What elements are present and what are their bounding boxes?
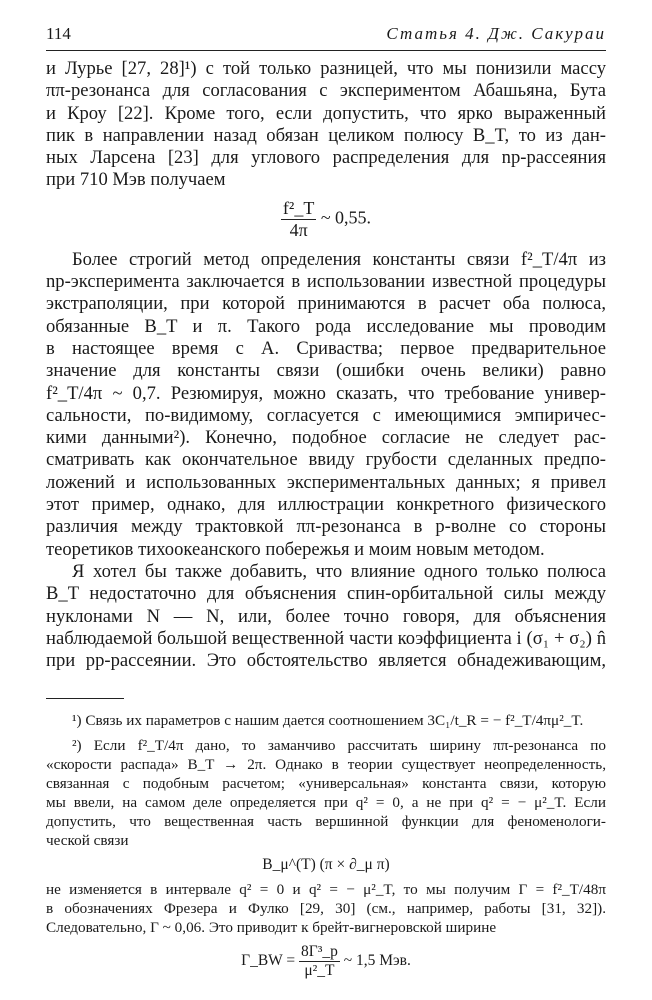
- text-line: f²_T/4π ~ 0,7. Резюмируя, можно сказать, что требование универ-: [46, 382, 606, 404]
- formula-rest: ~ 1,5 Мэв.: [343, 952, 411, 970]
- page-number: 114: [46, 24, 71, 43]
- footnote-line: «скорости распада» B_T → 2π. Однако в теории существует неопределенность,: [46, 756, 606, 774]
- footnote-line: не изменяется в интервале q² = 0 и q² = − μ²_T, то мы получим Γ = f²_T/48π: [46, 881, 606, 899]
- text-line: значение для константы связи (ошибки очень велики) равно: [46, 360, 606, 382]
- text-line: в настоящее время с А. Сриваства; первое предварительное: [46, 337, 606, 359]
- text-line: сальности, по-видимому, согласуется с имеющимися эмпиричес-: [46, 404, 606, 426]
- text-line: экстраполяции, при которой принимаются в расчет оба полюса,: [46, 293, 606, 315]
- text-line: и Лурье [27, 28]¹) с той только разницей, что мы понизили массу: [46, 58, 606, 79]
- fraction: [281, 198, 316, 241]
- fraction-denominator: μ²_T: [304, 962, 335, 980]
- text-line: пик в направлении назад обязан целиком полюсу B_T, то из дан-: [46, 124, 606, 146]
- paragraph-3: [46, 561, 606, 672]
- fraction-denominator: 4π: [289, 219, 308, 240]
- fraction-numerator: 8Γ³_p: [301, 943, 338, 961]
- text-line: Я хотел бы также добавить, что влияние одного только полюса: [72, 560, 606, 582]
- text-line: этот пример, однако, для иллюстрации конкретного физического: [46, 494, 606, 516]
- running-head: Статья 4. Дж. Сакураи: [386, 24, 606, 43]
- paragraph-2: [46, 249, 606, 561]
- formula-rest: ~ 0,55.: [320, 207, 372, 228]
- text-line: и Кроу [22]. Кроме того, если допустить, что ярко выраженный: [46, 102, 606, 124]
- formula-width: [46, 943, 606, 980]
- footnote-line: допустить, что вещественная часть вершинной функции для феноменологи-: [46, 813, 606, 831]
- text-line: ложений и использованных экспериментальных данных; я привел: [46, 471, 606, 493]
- footnote-line: ²) Если f²_T/4π дано, то заманчиво рассчитать ширину ππ-резонанса по: [72, 737, 606, 755]
- footnote-1: ¹) Связь их параметров с нашим дается соотношением 3C₁/t_R = − f²_T/4πμ²_T.: [72, 712, 584, 730]
- formula-lhs: Γ_BW =: [241, 952, 296, 970]
- fraction-numerator: f²_T: [282, 197, 315, 218]
- text-line: при pp-рассеянии. Это обстоятельство является обнадеживающим,: [46, 650, 606, 672]
- footnote-line: ческой связи: [46, 832, 129, 850]
- text-line: ππ-резонанса для согласования с экспериментом Абашьяна, Бута: [46, 80, 606, 102]
- text-line: различия между трактовкой ππ-резонанса в p-волне со стороны: [46, 516, 606, 538]
- footnote-line: мы ввели, на самом деле определяется при q² = 0, а не при q² = − μ²_T. Если: [46, 794, 606, 812]
- text-line: теоретиков тихоокеанского побережья и моим новым методом.: [46, 538, 545, 560]
- text-line: нуклонами N — N, или, более точно говоря, для объяснения: [46, 605, 606, 627]
- text-line: np-эксперимента заключается в использовании известной процедуры: [46, 271, 606, 293]
- text-line: ных Ларсена [23] для углового распределения для np-рассеяния: [46, 147, 606, 169]
- text-line: кими данными²). Конечно, подобное согласие не следует рас-: [46, 427, 606, 449]
- footnote-line: Следовательно, Γ ~ 0,06. Это приводит к брейт-вигнеровской ширине: [46, 919, 497, 937]
- formula-coupling: [46, 198, 606, 241]
- page-body: [46, 58, 606, 986]
- footnotes: [46, 711, 606, 980]
- text-line: наблюдаемой большой вещественной части коэффициента i (σ₁ + σ₂) n̂: [46, 627, 606, 649]
- paragraph-1: [46, 58, 606, 192]
- footnote-line: связанная с подобным расчетом; «универсальная» константа связи, которую: [46, 775, 606, 793]
- text-line: B_T недостаточно для объяснения спин-орбитальной силы между: [46, 583, 606, 605]
- text-line: Более строгий метод определения константы связи f²_T/4π из: [72, 248, 606, 270]
- text-line: обязанные B_T и π. Такого рода исследование мы проводим: [46, 315, 606, 337]
- footnote-line: в обозначениях Фрезера и Фулко [29, 30] (см., например, работы [31, 32]).: [46, 900, 606, 918]
- fraction: [299, 943, 340, 980]
- formula-vertex: B_μ^(T) (π × ∂_μ π): [262, 856, 390, 874]
- footnote-rule: [46, 698, 124, 699]
- page-header: [46, 20, 606, 51]
- text-line: сматривать как окончательное ввиду грубости сделанных предпо-: [46, 449, 606, 471]
- text-line: при 710 Мэв получаем: [46, 169, 226, 191]
